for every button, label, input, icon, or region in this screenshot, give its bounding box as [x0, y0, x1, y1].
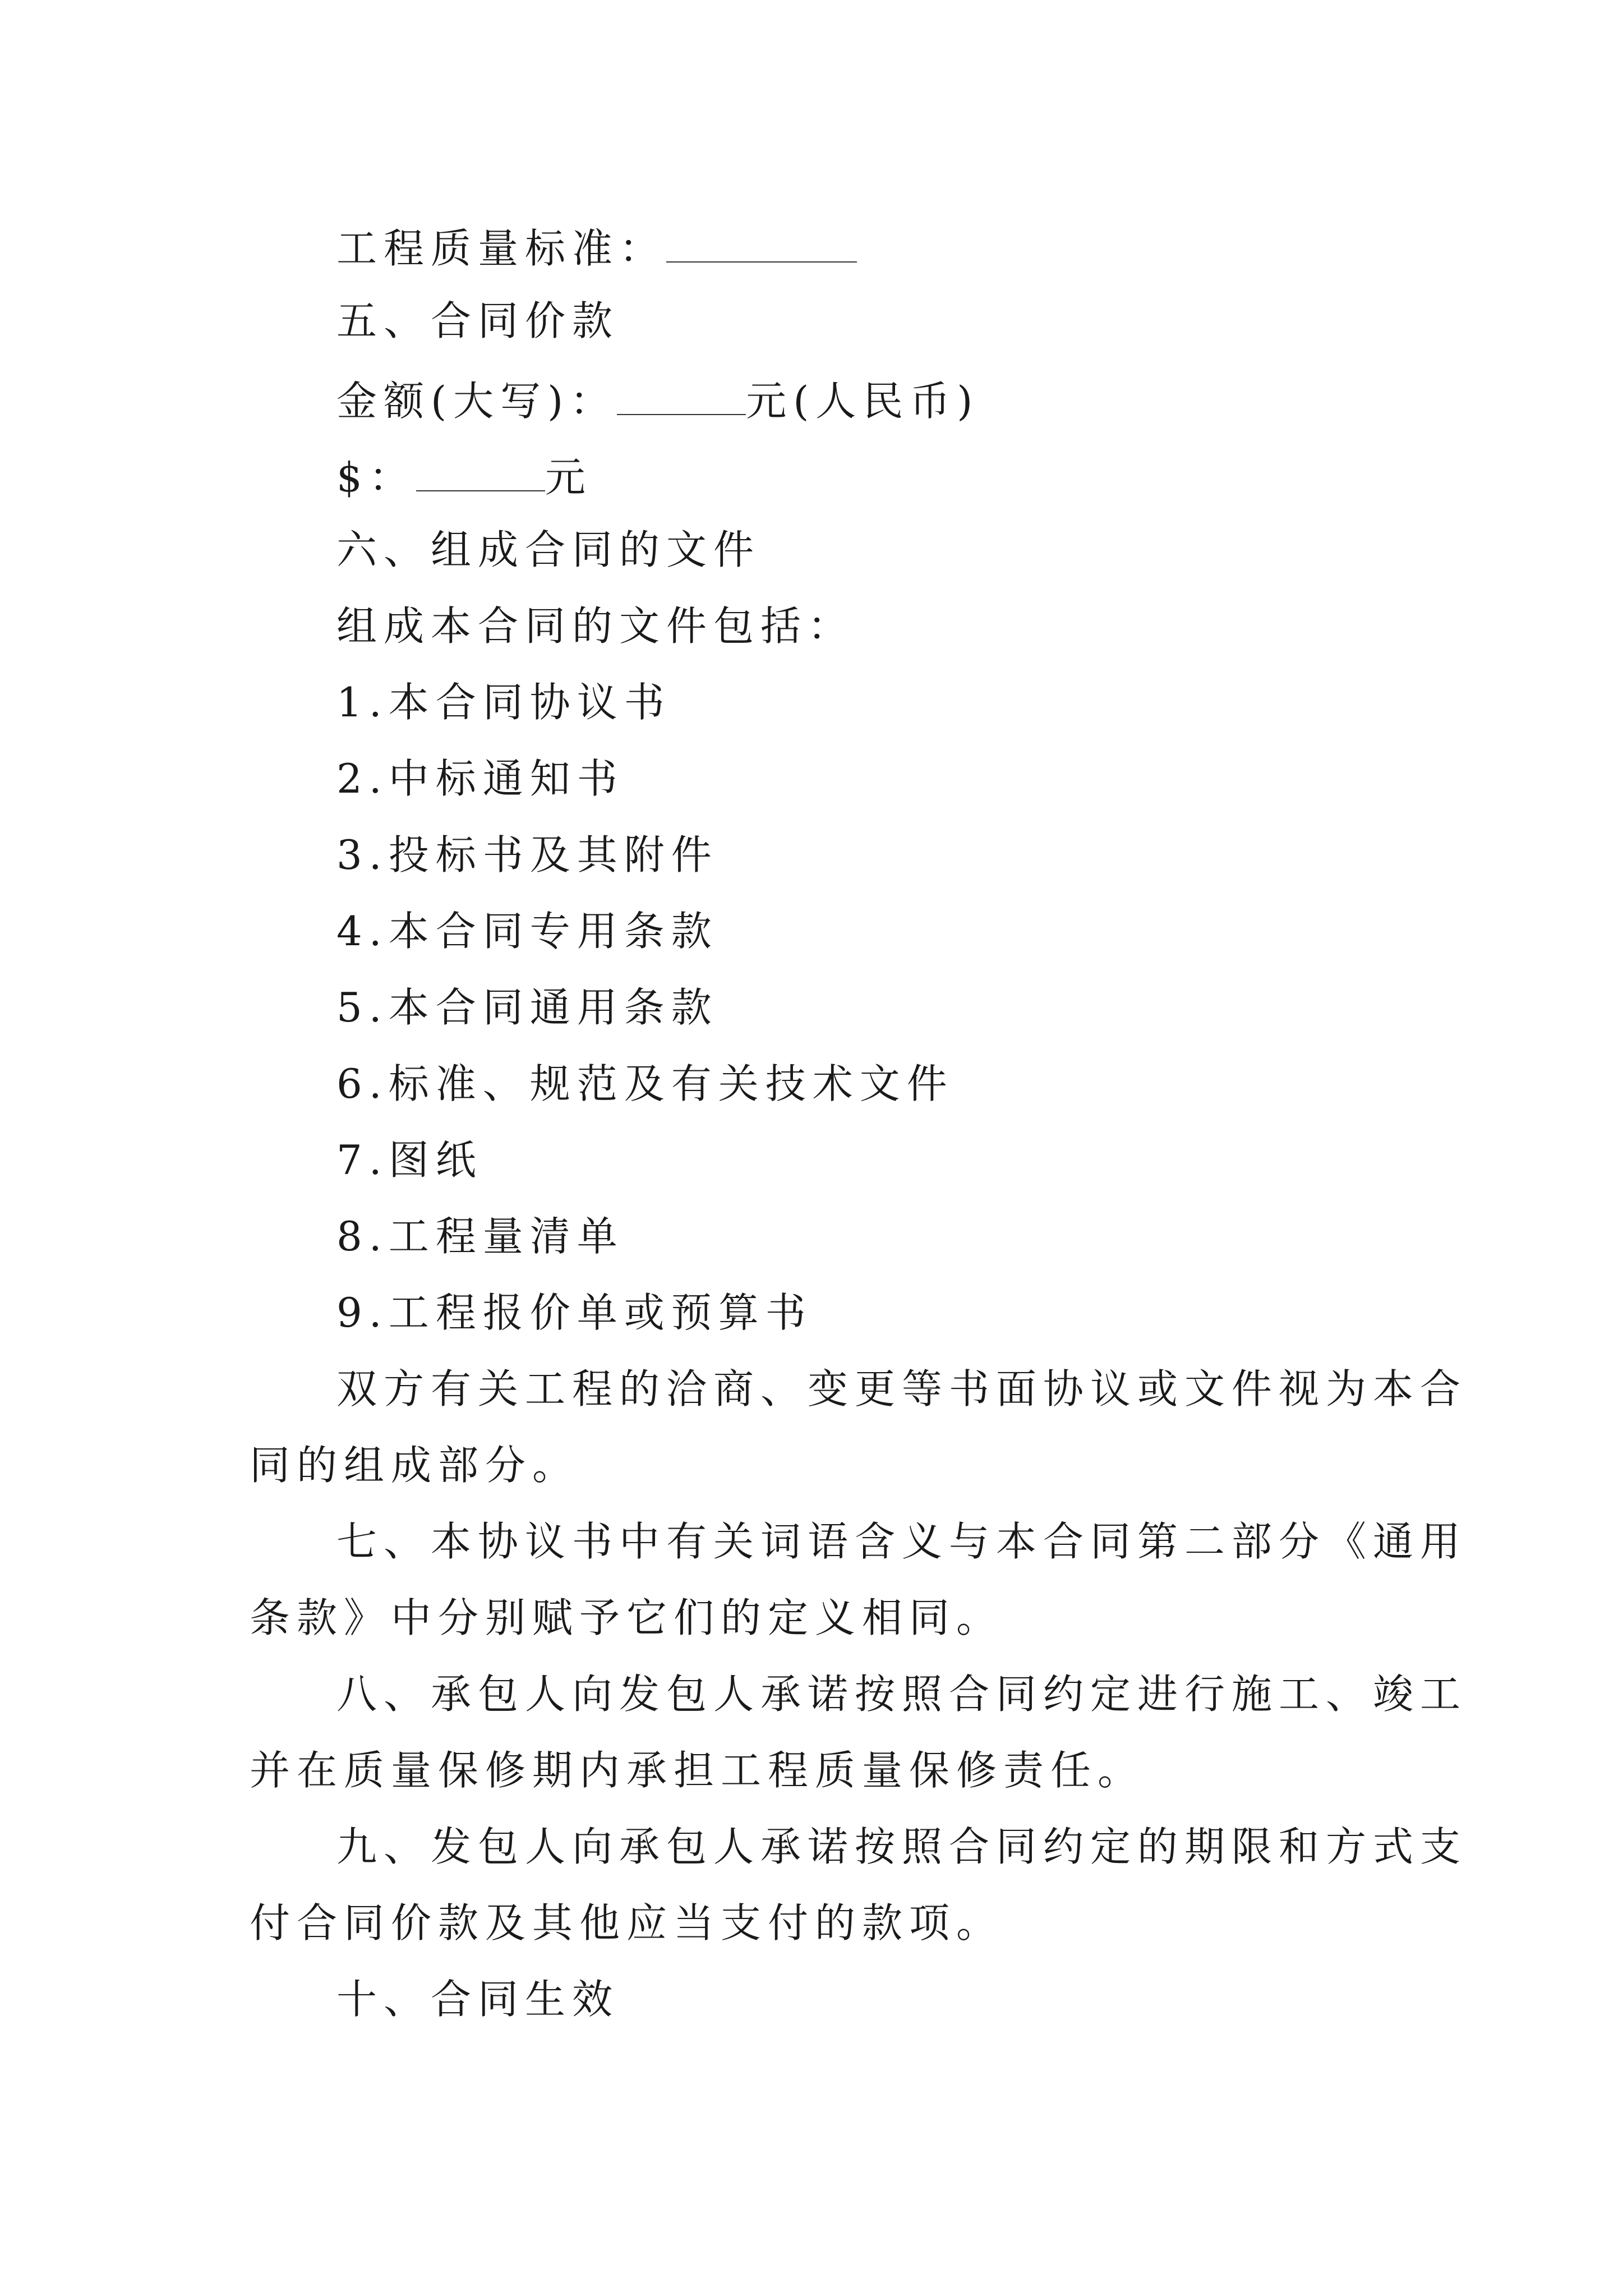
amount-number-line	[336, 453, 592, 501]
amount-words-line	[336, 377, 980, 425]
section5-title: 五、合同价款	[336, 297, 620, 344]
negotiation-paragraph-line2: 同的组成部分。	[250, 1442, 580, 1489]
section9-line1: 九、发包人向承包人承诺按照合同约定的期限和方式支	[336, 1823, 1468, 1870]
section7-line1: 七、本协议书中有关词语含义与本合同第二部分《通用	[336, 1518, 1468, 1565]
file-item-2: 2.中标通知书	[336, 755, 624, 802]
quality-standard-blank	[666, 224, 857, 263]
file-item-1: 1.本合同协议书	[336, 679, 671, 726]
file-item-7: 7.图纸	[336, 1137, 483, 1184]
amount-words-label: 金额(大写)：	[336, 378, 617, 425]
file-item-3: 3.投标书及其附件	[336, 831, 718, 878]
amount-number-suffix: 元	[545, 454, 592, 501]
file-item-5: 5.本合同通用条款	[336, 984, 718, 1031]
files-intro: 组成本合同的文件包括：	[336, 602, 855, 650]
amount-number-blank	[416, 453, 545, 491]
file-item-8: 8.工程量清单	[336, 1213, 624, 1260]
negotiation-paragraph-line1: 双方有关工程的洽商、变更等书面协议或文件视为本合	[336, 1365, 1468, 1412]
quality-standard-label: 工程质量标准：	[336, 225, 667, 272]
amount-number-label: $：	[336, 454, 416, 501]
section9-line2: 付合同价款及其他应当支付的款项。	[250, 1899, 1004, 1947]
section8-line2: 并在质量保修期内承担工程质量保修责任。	[250, 1747, 1145, 1794]
file-item-4: 4.本合同专用条款	[336, 908, 718, 955]
file-item-6: 6.标准、规范及有关技术文件	[336, 1060, 954, 1107]
section7-line2: 条款》中分别赋予它们的定义相同。	[250, 1594, 1004, 1641]
section8-line1: 八、承包人向发包人承诺按照合同约定进行施工、竣工	[336, 1671, 1468, 1718]
amount-words-blank	[617, 377, 746, 415]
quality-standard-line	[336, 224, 857, 272]
section6-title: 六、组成合同的文件	[336, 526, 761, 573]
file-item-9: 9.工程报价单或预算书	[336, 1289, 813, 1336]
amount-words-suffix: 元(人民币)	[746, 378, 980, 425]
section10-title: 十、合同生效	[336, 1976, 620, 2023]
